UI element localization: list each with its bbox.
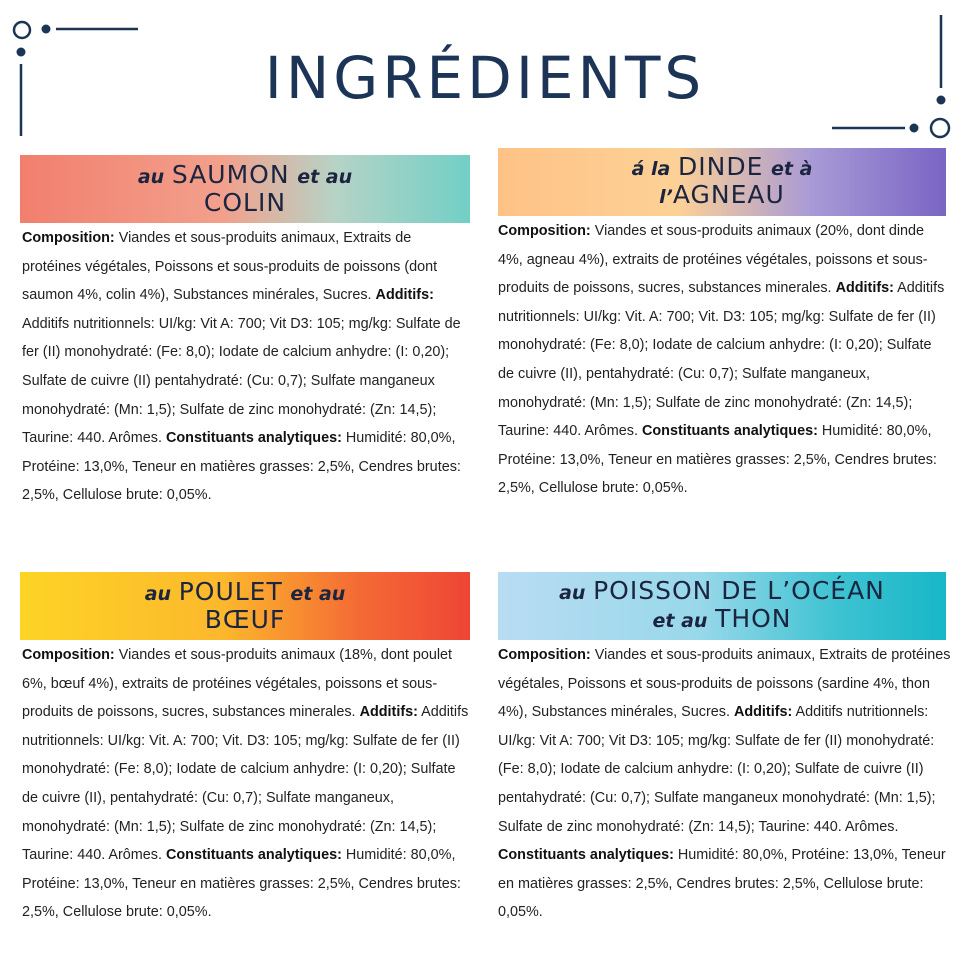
analytiques-text: Humidité: 80,0%, Protéine: 13,0%, Teneur en matières grasses: 2,5%, Cendres brutes: 2,5%, Cellulose brute: 0,05%. bbox=[22, 430, 461, 504]
recipe-card-saumon bbox=[20, 155, 475, 510]
additifs-text: Additifs nutritionnels: UI/kg: Vit. A: 700; Vit. D3: 105; mg/kg: Sulfate de fer (II) monohydraté: (Fe: 8,0); Iodate de calcium anhydre: (I: 0,20); Sulfate de cuivre (II), pentahydraté: (Cu: 0,7); Sulfate manganeux, monohydraté: (Mn: 1,5); Sulfate de zinc monohydraté: (Zn: 14,5); Taurine: 440. Arômes. bbox=[22, 704, 469, 864]
analytiques-label: Constituants analytiques: bbox=[498, 847, 674, 864]
recipe-banner bbox=[498, 148, 946, 216]
page-title: INGRÉDIENTS bbox=[264, 44, 706, 112]
recipe-banner bbox=[498, 572, 946, 640]
composition-text: Viandes et sous-produits animaux, Extraits de protéines végétales, Poissons et sous-produits de poissons (dont saumon 4%, colin 4%), Substances minérales, Sucres. bbox=[22, 230, 438, 304]
additifs-text: Additifs nutritionnels: UI/kg: Vit. A: 700; Vit. D3: 105; mg/kg: Sulfate de fer (II) monohydraté: (Fe: 8,0); Iodate de calcium anhydre: (I: 0,20); Sulfate de cuivre (II), pentahydraté: (Cu: 0,7); Sulfate manganeux, monohydraté: (Mn: 1,5); Sulfate de zinc monohydraté: (Zn: 14,5); Taurine: 440. Arômes. bbox=[498, 280, 945, 440]
banner-line-1: au SAUMON et au bbox=[137, 160, 353, 189]
recipe-banner bbox=[20, 572, 470, 640]
composition-label: Composition: bbox=[498, 647, 591, 663]
recipe-card-poisson bbox=[498, 572, 953, 927]
composition-label: Composition: bbox=[498, 223, 591, 239]
recipe-card-dinde bbox=[498, 148, 953, 503]
composition-label: Composition: bbox=[22, 647, 115, 663]
composition-text: Viandes et sous-produits animaux (18%, dont poulet 6%, bœuf 4%), extraits de protéines végétales, poissons et sous-produits de poissons, sucres, substances minerales. bbox=[22, 647, 453, 721]
ornament-ring-top-left bbox=[14, 22, 30, 38]
additifs-text: Additifs nutritionnels: UI/kg: Vit A: 700; Vit D3: 105; mg/kg: Sulfate de fer (II) monohydraté: (Fe: 8,0); Iodate de calcium anhydre: (I: 0,20); Sulfate de cuivre (II) pentahydraté: (Cu: 0,7); Sulfate manganeux monohydraté: (Mn: 1,5); Sulfate de zinc monohydraté: (Zn: 14,5); Taurine: 440. Arômes. bbox=[498, 704, 936, 835]
ornament-ring-bottom-right bbox=[931, 119, 949, 137]
banner-line-2: COLIN bbox=[203, 188, 287, 217]
recipe-card-poulet bbox=[20, 572, 475, 927]
analytiques-text: Humidité: 80,0%, Protéine: 13,0%, Teneur en matières grasses: 2,5%, Cendres brutes: 2,5%, Cellulose brute: 0,05%. bbox=[498, 423, 937, 497]
additifs-label: Additifs: bbox=[733, 704, 793, 721]
composition-text: Viandes et sous-produits animaux (20%, dont dinde 4%, agneau 4%), extraits de protéines végétales, poissons et sous-produits de poissons, sucres, substances minerales. bbox=[498, 223, 928, 297]
ingredients-text bbox=[20, 224, 475, 510]
additifs-text: Additifs nutritionnels: UI/kg: Vit A: 700; Vit D3: 105; mg/kg: Sulfate de fer (II) monohydraté: (Fe: 8,0); Iodate de calcium anhydre: (I: 0,20); Sulfate de cuivre (II) pentahydraté: (Cu: 0,7); Sulfate manganeux monohydraté: (Mn: 1,5); Sulfate de zinc monohydraté: (Zn: 14,5); Taurine: 440. Arômes. bbox=[22, 315, 461, 447]
composition-text: Viandes et sous-produits animaux, Extraits de protéines végétales, Poissons et sous-produits de poissons (sardine 4%, thon 4%), Substances minérales, Sucres. bbox=[498, 647, 951, 721]
analytiques-text: Humidité: 80,0%, Protéine: 13,0%, Teneur en matières grasses: 2,5%, Cendres brutes: 2,5%, Cellulose brute: 0,05%. bbox=[22, 847, 461, 921]
analytiques-label: Constituants analytiques: bbox=[165, 430, 342, 447]
analytiques-label: Constituants analytiques: bbox=[641, 423, 818, 440]
composition-label: Composition: bbox=[22, 230, 115, 246]
ornament-dot-bottom-right-h bbox=[910, 124, 919, 133]
analytiques-text: Humidité: 80,0%, Protéine: 13,0%, Teneur en matières grasses: 2,5%, Cendres brutes: 2,5%, Cellulose brute: 0,05%. bbox=[498, 847, 946, 921]
ornament-dot-top-left-h bbox=[42, 25, 51, 34]
additifs-label: Additifs: bbox=[359, 704, 418, 721]
additifs-label: Additifs: bbox=[835, 280, 894, 297]
banner-line-1: á la DINDE et à bbox=[631, 152, 813, 181]
ingredients-text bbox=[20, 641, 475, 927]
banner-line-1: au POULET et au bbox=[144, 577, 346, 606]
banner-line-1: au POISSON DE L’OCÉAN bbox=[559, 576, 885, 605]
additifs-label: Additifs: bbox=[375, 287, 434, 304]
banner-line-2: BŒUF bbox=[204, 605, 286, 634]
recipe-banner bbox=[20, 155, 470, 223]
banner-line-2: et au THON bbox=[652, 604, 792, 633]
ingredients-text bbox=[498, 641, 953, 927]
analytiques-label: Constituants analytiques: bbox=[165, 847, 342, 864]
banner-line-2: l’AGNEAU bbox=[659, 180, 785, 209]
ingredients-text bbox=[498, 217, 953, 503]
